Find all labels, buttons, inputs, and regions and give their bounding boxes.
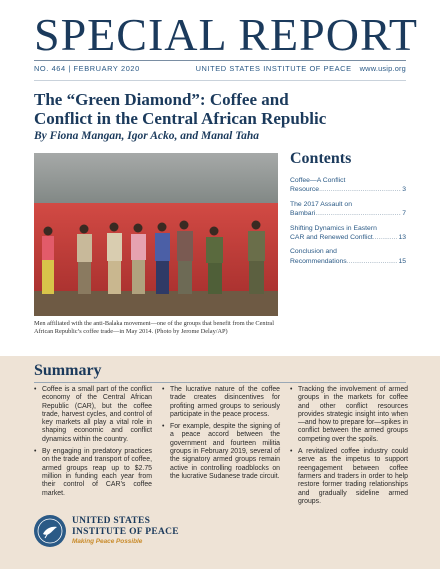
- toc-item-line1: Coffee—A Conflict: [290, 177, 346, 184]
- toc-item-line2: Bambari: [290, 210, 316, 218]
- summary-column-2: [162, 386, 280, 485]
- toc-page-number: 15: [398, 257, 406, 265]
- toc-page-number: 13: [398, 234, 406, 242]
- toc-item-line2: CAR and Renewed Conflict: [290, 234, 373, 242]
- toc-item-line1: Shifting Dynamics in Eastern: [290, 224, 377, 232]
- toc-item-coffee[interactable]: [290, 176, 406, 195]
- summary-bullet: • Tracking the involvement of armed groups in the markets for coffee and other conflict resources provides strategic insight into when—and how to prepare for—spikes in conflict between the armed groups competing over the spoils.: [290, 386, 408, 444]
- toc-item-bambari[interactable]: [290, 200, 406, 219]
- summary-bullet: • For example, despite the signing of a peace accord between the government and fourteen militia groups in February 2019, several of the signatory armed groups remain active in controlling roadblocks on the lucrative Sudanese trade circuit.: [162, 423, 280, 481]
- summary-heading: Summary: [34, 362, 102, 379]
- logo-tagline: Making Peace Possible: [72, 538, 143, 545]
- toc-item-conclusion[interactable]: [290, 247, 406, 266]
- report-title: The “Green Diamond”: Coffee and Conflict in the Central African Republic: [34, 90, 327, 128]
- usip-logo: [34, 515, 214, 551]
- issue-info: NO. 464 | FEBRUARY 2020: [34, 64, 140, 73]
- toc-item-line1: The 2017 Assault on: [290, 200, 352, 208]
- masthead-title: SPECIAL REPORT: [34, 9, 418, 60]
- summary-bullet: • Coffee is a small part of the conflict economy of the Central African Republic (CAR), but the coffee trade, harvest cycles, and control of key markets all play a vital role in shaping economic and conflict dynamics within the country.: [34, 386, 152, 444]
- summary-bullet: • A revitalized coffee industry could serve as the impetus to support reengagement between coffee farmers and traders in order to help restore former trading relationships and gradually sideline armed groups.: [290, 448, 408, 506]
- table-of-contents: [290, 176, 406, 271]
- logo-wordmark: [72, 516, 179, 537]
- photo-caption: Men affiliated with the anti-Balaka movement—one of the groups that benefit from the Central African Republic’s coffee trade—in May 2014. (Photo by Jerome Delay/AP): [34, 320, 274, 336]
- toc-item-line1: Conclusion and: [290, 248, 337, 256]
- logo-line2: INSTITUTE OF PEACE: [72, 526, 179, 537]
- summary-rule: [34, 382, 406, 383]
- toc-item-shifting[interactable]: [290, 224, 406, 243]
- org-name: UNITED STATES INSTITUTE OF PEACE: [195, 64, 352, 73]
- summary-column-3: [290, 386, 408, 510]
- toc-item-line2: Recommendations: [290, 257, 347, 265]
- usip-seal-icon: [34, 515, 66, 547]
- toc-page-number: 7: [402, 210, 406, 218]
- summary-column-1: [34, 386, 152, 502]
- report-authors: By Fiona Mangan, Igor Acko, and Manal Taha: [34, 130, 260, 142]
- org-info: [196, 64, 406, 73]
- summary-bullet: • By engaging in predatory practices on the trade and transport of coffee, armed groups reap up to $2.75 million in funding each year from their control of CAR’s coffee market.: [34, 448, 152, 498]
- cover-photo: [34, 153, 278, 316]
- meta-rule: [34, 80, 406, 81]
- contents-heading: Contents: [290, 150, 352, 167]
- summary-bullet: • The lucrative nature of the coffee trade creates disincentives for profiting armed groups to seriously participate in the peace process.: [162, 386, 280, 419]
- logo-line1: UNITED STATES: [72, 516, 151, 526]
- toc-page-number: 3: [402, 186, 406, 194]
- toc-item-line2: Resource: [290, 186, 320, 194]
- meta-row: [34, 64, 406, 76]
- masthead-rule: [34, 60, 406, 61]
- org-url-link[interactable]: www.usip.org: [359, 64, 406, 73]
